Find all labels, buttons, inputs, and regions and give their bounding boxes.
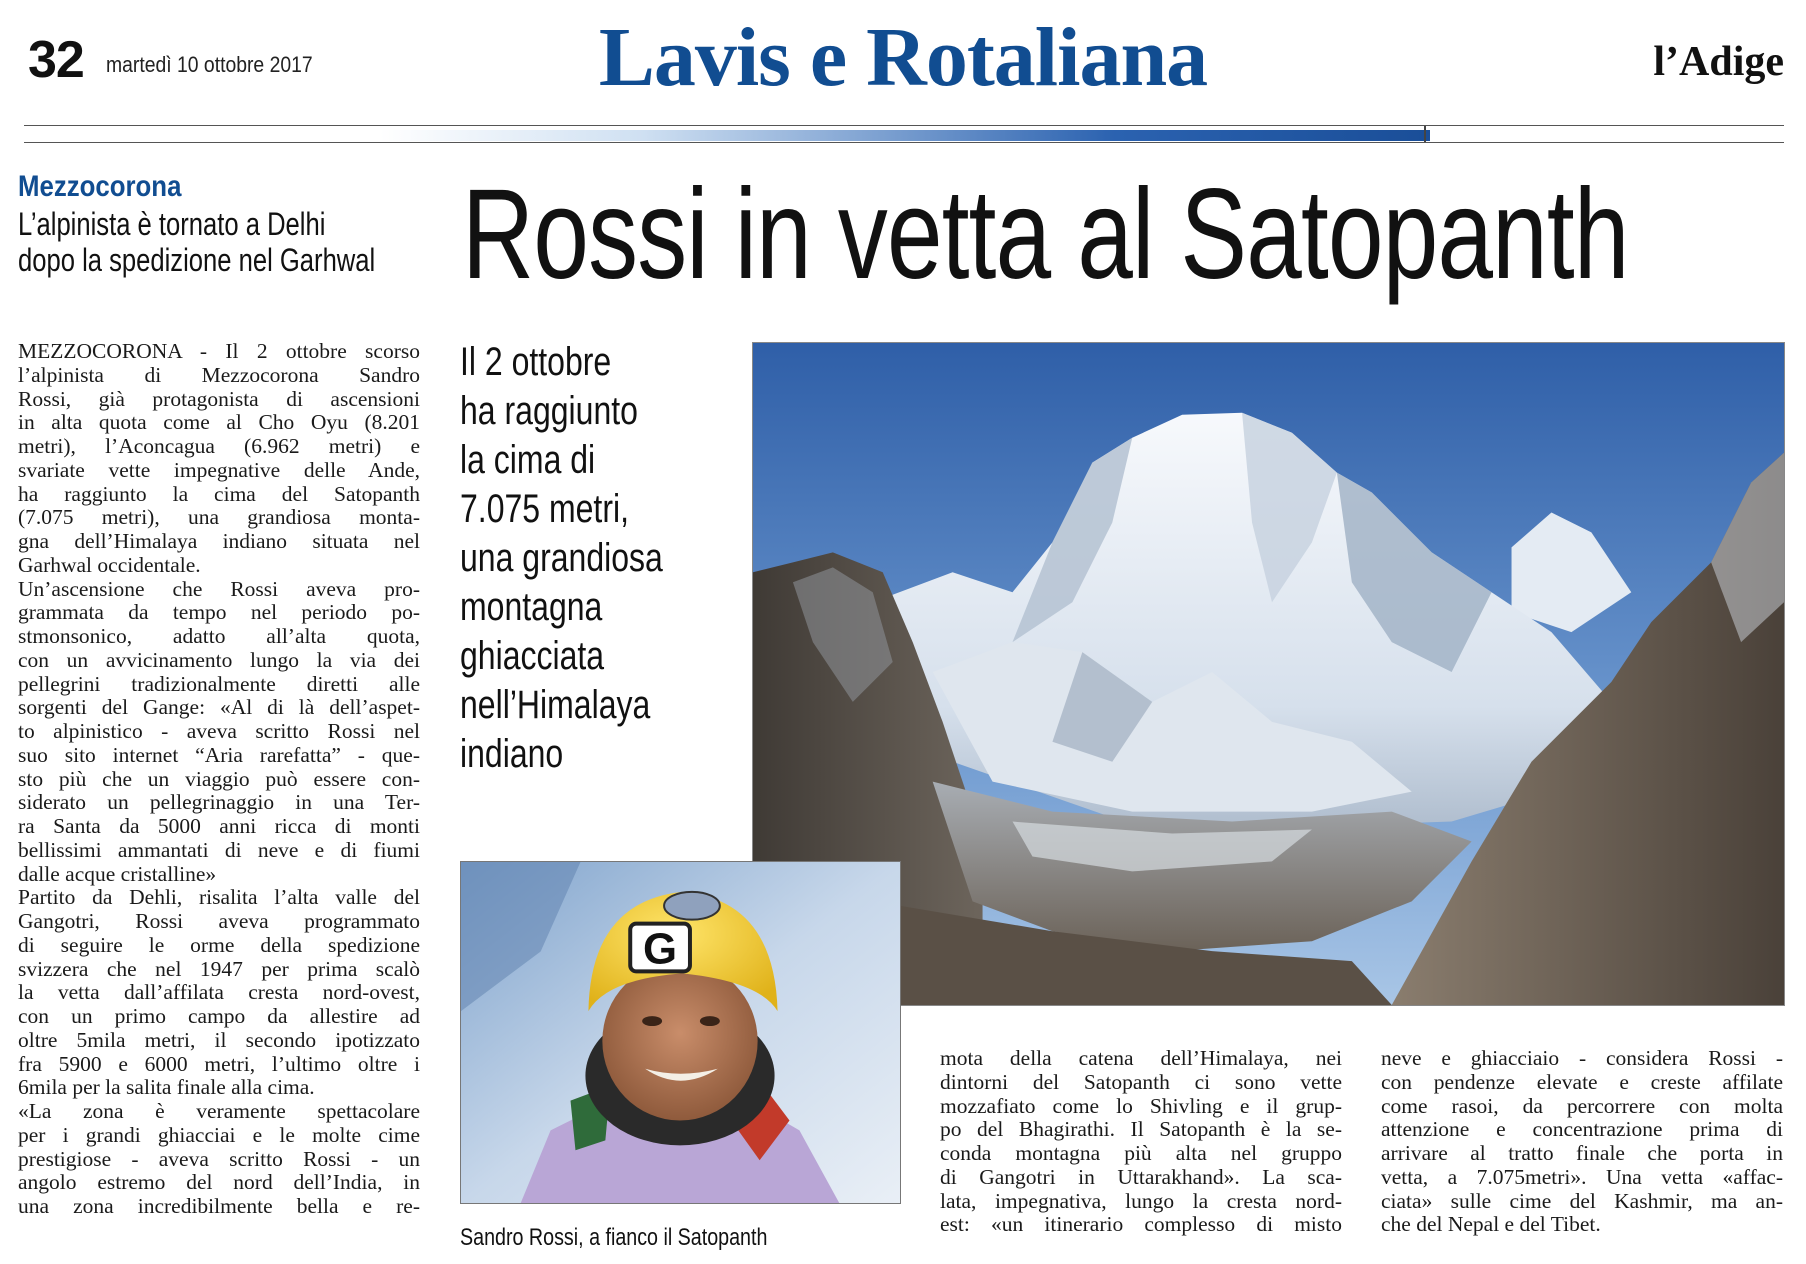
body-text-line: ciata» sulle cime del Kashmir, ma an- <box>1381 1188 1783 1213</box>
article-body-column-1 <box>18 340 420 1219</box>
body-text-line: suo sito internet “Aria rarefatta” - que- <box>18 742 420 767</box>
mountain-illustration <box>753 343 1784 1005</box>
body-text-line: fra 5900 e 6000 metri, l’ultimo oltre i <box>18 1051 420 1076</box>
body-text-line: svizzera che nel 1947 per prima scalò <box>18 956 420 981</box>
body-text-line: sto più che un viaggio può essere con- <box>18 766 420 791</box>
body-text-line: la vetta dall’affilata cresta nord-ovest, <box>18 980 420 1005</box>
svg-text:G: G <box>643 924 678 974</box>
body-text-line: mozzafiato come lo Shivling e il grup- <box>940 1093 1342 1118</box>
body-text-line: con un avvicinamento lungo la via dei <box>18 647 420 672</box>
body-text-line: come rasoi, da percorrere con molta <box>1381 1093 1783 1118</box>
body-text-line: est: «un itinerario complesso di misto <box>940 1212 1342 1237</box>
body-text-line: metri), l’Aconcagua (6.962 metri) e <box>18 434 420 458</box>
body-text-line: che del Nepal e del Tibet. <box>1381 1212 1601 1237</box>
article-headline: Rossi in vetta al Satopanth <box>462 163 1629 306</box>
article-subhead-line: dopo la spedizione nel Garhwal <box>18 242 376 278</box>
body-text-line: dalle acque cristalline» <box>18 861 217 886</box>
newspaper-masthead: l’Adige <box>1653 39 1784 85</box>
article-body-column-4 <box>1381 1047 1783 1237</box>
body-text-line: una zona incredibilmente bella e re- <box>18 1194 420 1218</box>
body-text-line: l’alpinista di Mezzocorona Sandro <box>18 362 420 387</box>
body-text-line: angolo estremo del nord dell’India, in <box>18 1170 420 1195</box>
body-text-line: lata, impegnativa, lungo la cresta nord- <box>940 1188 1342 1213</box>
sandro-rossi-portrait-photo <box>460 861 901 1204</box>
body-text-line: dintorni del Satopanth ci sono vette <box>940 1069 1342 1094</box>
body-text-line: po del Bhagirathi. Il Satopanth è la se- <box>940 1117 1342 1142</box>
body-text-line: to alpinistico - aveva scritto Rossi nel <box>18 719 420 743</box>
body-text-line: sorgenti del Gange: «Al di là dell’aspet- <box>18 695 420 720</box>
body-text-line: (7.075 metri), una grandiosa monta- <box>18 505 420 530</box>
standfirst-line: ghiacciata <box>460 634 605 678</box>
article-subhead-line: L’alpinista è tornato a Delhi <box>18 206 326 242</box>
issue-date: martedì 10 ottobre 2017 <box>106 52 313 77</box>
header-rule-tick <box>1424 126 1426 142</box>
body-text-line: neve e ghiacciaio - considera Rossi - <box>1381 1046 1783 1070</box>
page-number: 32 <box>28 31 84 89</box>
body-text-line: arrivare al tratto finale che porta in <box>1381 1141 1783 1165</box>
body-text-line: oltre 5mila metri, il secondo ipotizzato <box>18 1027 420 1052</box>
body-text-line: siderato un pellegrinaggio in una Ter- <box>18 790 420 815</box>
standfirst-line: la cima di <box>460 438 596 482</box>
body-text-line: MEZZOCORONA - Il 2 ottobre scorso <box>18 339 420 363</box>
body-text-line: in alta quota come al Cho Oyu (8.201 <box>18 410 420 435</box>
standfirst-line: nell’Himalaya <box>460 683 651 727</box>
standfirst-line: montagna <box>460 585 603 629</box>
standfirst-line: indiano <box>460 732 564 776</box>
body-text-line: conda montagna più alta nel gruppo <box>940 1141 1342 1165</box>
header-gradient-bar <box>380 130 1430 141</box>
header-rule-bottom <box>24 142 1784 143</box>
body-text-line: Gangotri, Rossi aveva programmato <box>18 909 420 933</box>
photo-caption: Sandro Rossi, a fianco il Satopanth <box>460 1224 768 1251</box>
body-text-line: di seguire le orme della spedizione <box>18 932 420 957</box>
body-text-line: prestigiose - aveva scritto Rossi - un <box>18 1146 420 1171</box>
body-text-line: di Gangotri in Uttarakhand». La sca- <box>940 1164 1342 1189</box>
body-text-line: Partito da Dehli, risalita l’alta valle del <box>18 885 420 910</box>
body-text-line: Rossi, già protagonista di ascensioni <box>18 386 420 411</box>
body-text-line: gna dell’Himalaya indiano situata nel <box>18 529 420 553</box>
body-text-line: 6mila per la salita finale alla cima. <box>18 1075 315 1100</box>
body-text-line: con un primo campo da allestire ad <box>18 1004 420 1028</box>
body-text-line: ha raggiunto la cima del Satopanth <box>18 481 420 506</box>
body-text-line: ra Santa da 5000 anni ricca di monti <box>18 814 420 838</box>
body-text-line: con pendenze elevate e creste affilate <box>1381 1069 1783 1094</box>
body-text-line: «La zona è veramente spettacolare <box>18 1099 420 1123</box>
standfirst-line: Il 2 ottobre <box>460 340 612 384</box>
body-text-line: stmonsonico, adatto all’alta quota, <box>18 624 420 648</box>
article-body-column-3 <box>940 1047 1342 1237</box>
section-title: Lavis e Rotaliana <box>598 11 1208 104</box>
standfirst-line: una grandiosa <box>460 536 663 580</box>
body-text-line: bellissimi ammantati di neve e di fiumi <box>18 837 420 862</box>
body-text-line: grammata da tempo nel periodo po- <box>18 600 420 625</box>
body-text-line: vetta, a 7.075metri». Una vetta «affac- <box>1381 1164 1783 1189</box>
body-text-line: Garhwal occidentale. <box>18 552 201 577</box>
standfirst-line: 7.075 metri, <box>460 487 629 531</box>
body-text-line: Un’ascensione che Rossi aveva pro- <box>18 576 420 601</box>
body-text-line: per i grandi ghiacciai e le molte cime <box>18 1122 420 1147</box>
header-rule-top <box>24 125 1784 126</box>
body-text-line: mota della catena dell’Himalaya, nei <box>940 1046 1342 1070</box>
body-text-line: svariate vette impegnative delle Ande, <box>18 457 420 482</box>
satopanth-mountain-photo <box>752 342 1785 1006</box>
portrait-illustration <box>461 862 900 1203</box>
standfirst-line: ha raggiunto <box>460 389 638 433</box>
body-text-line: attenzione e concentrazione prima di <box>1381 1117 1783 1142</box>
body-text-line: pellegrini tradizionalmente diretti alle <box>18 671 420 696</box>
article-kicker: Mezzocorona <box>18 170 182 203</box>
